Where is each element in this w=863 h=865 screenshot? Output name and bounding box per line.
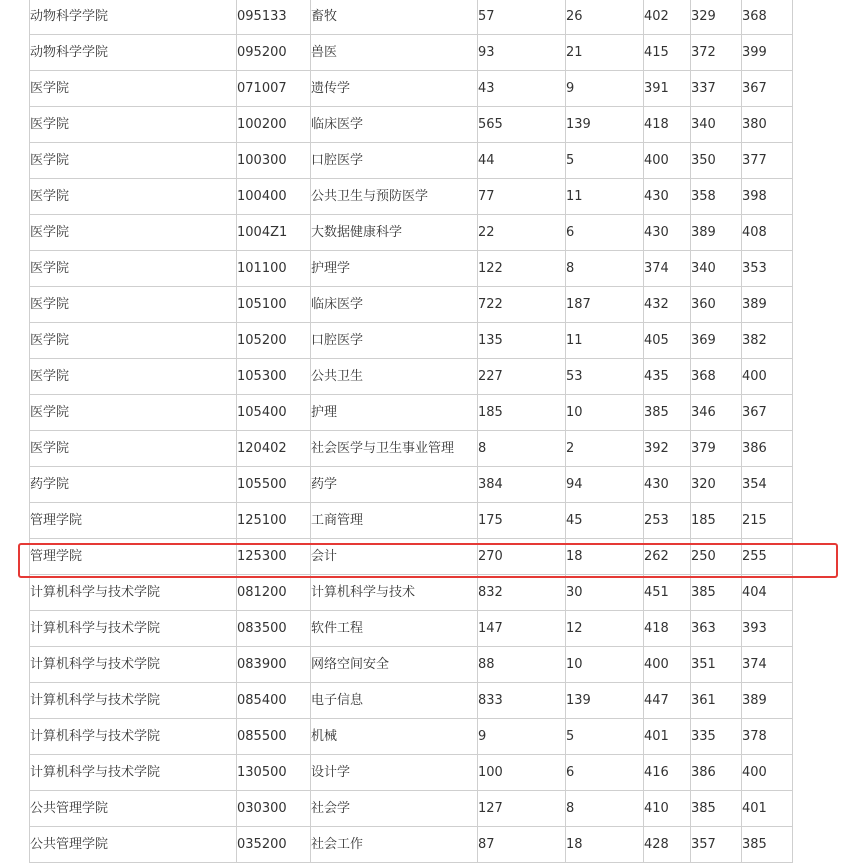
table-row [30,647,793,683]
applicants-cell: 227 [478,359,566,395]
applicants-cell: 384 [478,467,566,503]
table-row [30,467,793,503]
major-code-cell: 1004Z1 [237,215,311,251]
major-code-cell: 095133 [237,0,311,35]
table-row [30,791,793,827]
admitted-cell: 45 [566,503,644,539]
admitted-cell: 53 [566,359,644,395]
avg-score-cell: 368 [742,0,793,35]
table-row [30,683,793,719]
applicants-cell: 185 [478,395,566,431]
major-code-cell: 105100 [237,287,311,323]
admitted-cell: 8 [566,251,644,287]
avg-score-cell: 398 [742,179,793,215]
college-cell: 医学院 [30,71,237,107]
avg-score-cell: 374 [742,647,793,683]
applicants-cell: 100 [478,755,566,791]
major-code-cell: 095200 [237,35,311,71]
avg-score-cell: 382 [742,323,793,359]
table-row [30,0,793,35]
applicants-cell: 57 [478,0,566,35]
min-score-cell: 357 [691,827,742,863]
major-name-cell: 遗传学 [311,71,478,107]
min-score-cell: 389 [691,215,742,251]
college-cell: 医学院 [30,179,237,215]
college-cell: 医学院 [30,251,237,287]
max-score-cell: 262 [644,539,691,575]
max-score-cell: 401 [644,719,691,755]
major-name-cell: 兽医 [311,35,478,71]
major-code-cell: 081200 [237,575,311,611]
max-score-cell: 418 [644,107,691,143]
applicants-cell: 22 [478,215,566,251]
admitted-cell: 139 [566,683,644,719]
major-name-cell: 计算机科学与技术 [311,575,478,611]
major-name-cell: 会计 [311,539,478,575]
table-row [30,611,793,647]
major-name-cell: 口腔医学 [311,143,478,179]
college-cell: 医学院 [30,215,237,251]
admitted-cell: 6 [566,215,644,251]
major-name-cell: 临床医学 [311,107,478,143]
applicants-cell: 8 [478,431,566,467]
major-name-cell: 畜牧 [311,0,478,35]
major-code-cell: 125100 [237,503,311,539]
major-code-cell: 105500 [237,467,311,503]
avg-score-cell: 386 [742,431,793,467]
avg-score-cell: 400 [742,359,793,395]
min-score-cell: 369 [691,323,742,359]
min-score-cell: 386 [691,755,742,791]
max-score-cell: 430 [644,179,691,215]
avg-score-cell: 385 [742,827,793,863]
max-score-cell: 418 [644,611,691,647]
admitted-cell: 18 [566,539,644,575]
max-score-cell: 430 [644,215,691,251]
major-name-cell: 社会学 [311,791,478,827]
major-name-cell: 护理 [311,395,478,431]
min-score-cell: 385 [691,575,742,611]
min-score-cell: 379 [691,431,742,467]
college-cell: 医学院 [30,107,237,143]
major-code-cell: 130500 [237,755,311,791]
applicants-cell: 44 [478,143,566,179]
avg-score-cell: 367 [742,71,793,107]
college-cell: 公共管理学院 [30,791,237,827]
major-code-cell: 085500 [237,719,311,755]
avg-score-cell: 353 [742,251,793,287]
min-score-cell: 250 [691,539,742,575]
avg-score-cell: 215 [742,503,793,539]
admitted-cell: 94 [566,467,644,503]
college-cell: 计算机科学与技术学院 [30,719,237,755]
major-name-cell: 药学 [311,467,478,503]
avg-score-cell: 408 [742,215,793,251]
major-name-cell: 软件工程 [311,611,478,647]
applicants-cell: 833 [478,683,566,719]
max-score-cell: 430 [644,467,691,503]
admitted-cell: 12 [566,611,644,647]
min-score-cell: 351 [691,647,742,683]
table-row [30,215,793,251]
admitted-cell: 26 [566,0,644,35]
min-score-cell: 363 [691,611,742,647]
admitted-cell: 21 [566,35,644,71]
major-code-cell: 083900 [237,647,311,683]
major-name-cell: 网络空间安全 [311,647,478,683]
table-row [30,719,793,755]
major-code-cell: 105300 [237,359,311,395]
max-score-cell: 451 [644,575,691,611]
major-code-cell: 105200 [237,323,311,359]
min-score-cell: 385 [691,791,742,827]
avg-score-cell: 389 [742,683,793,719]
admitted-cell: 30 [566,575,644,611]
min-score-cell: 335 [691,719,742,755]
max-score-cell: 447 [644,683,691,719]
max-score-cell: 400 [644,143,691,179]
max-score-cell: 400 [644,647,691,683]
table-row [30,35,793,71]
table-row-highlighted [30,539,793,575]
table-row [30,71,793,107]
max-score-cell: 432 [644,287,691,323]
major-code-cell: 101100 [237,251,311,287]
avg-score-cell: 401 [742,791,793,827]
avg-score-cell: 367 [742,395,793,431]
college-cell: 动物科学学院 [30,35,237,71]
college-cell: 药学院 [30,467,237,503]
college-cell: 管理学院 [30,539,237,575]
min-score-cell: 329 [691,0,742,35]
max-score-cell: 374 [644,251,691,287]
major-code-cell: 105400 [237,395,311,431]
max-score-cell: 410 [644,791,691,827]
admitted-cell: 187 [566,287,644,323]
major-code-cell: 030300 [237,791,311,827]
admitted-cell: 9 [566,71,644,107]
admission-table-container [29,0,793,863]
avg-score-cell: 389 [742,287,793,323]
major-name-cell: 公共卫生与预防医学 [311,179,478,215]
avg-score-cell: 400 [742,755,793,791]
major-code-cell: 071007 [237,71,311,107]
min-score-cell: 346 [691,395,742,431]
major-code-cell: 085400 [237,683,311,719]
table-row [30,179,793,215]
admitted-cell: 5 [566,719,644,755]
max-score-cell: 392 [644,431,691,467]
admitted-cell: 11 [566,179,644,215]
applicants-cell: 832 [478,575,566,611]
college-cell: 计算机科学与技术学院 [30,575,237,611]
applicants-cell: 43 [478,71,566,107]
min-score-cell: 361 [691,683,742,719]
applicants-cell: 127 [478,791,566,827]
applicants-cell: 122 [478,251,566,287]
major-name-cell: 临床医学 [311,287,478,323]
college-cell: 计算机科学与技术学院 [30,647,237,683]
table-body [30,0,793,863]
college-cell: 计算机科学与技术学院 [30,755,237,791]
college-cell: 医学院 [30,143,237,179]
applicants-cell: 77 [478,179,566,215]
avg-score-cell: 399 [742,35,793,71]
applicants-cell: 9 [478,719,566,755]
table-row [30,395,793,431]
major-name-cell: 口腔医学 [311,323,478,359]
avg-score-cell: 354 [742,467,793,503]
major-code-cell: 035200 [237,827,311,863]
admitted-cell: 139 [566,107,644,143]
table-row [30,827,793,863]
major-code-cell: 100300 [237,143,311,179]
major-name-cell: 机械 [311,719,478,755]
table-row [30,755,793,791]
admitted-cell: 8 [566,791,644,827]
applicants-cell: 722 [478,287,566,323]
major-name-cell: 社会工作 [311,827,478,863]
major-code-cell: 120402 [237,431,311,467]
max-score-cell: 435 [644,359,691,395]
avg-score-cell: 393 [742,611,793,647]
avg-score-cell: 377 [742,143,793,179]
major-name-cell: 社会医学与卫生事业管理 [311,431,478,467]
table-row [30,503,793,539]
major-name-cell: 大数据健康科学 [311,215,478,251]
major-code-cell: 100400 [237,179,311,215]
admission-score-table [29,0,793,863]
major-name-cell: 设计学 [311,755,478,791]
max-score-cell: 415 [644,35,691,71]
admitted-cell: 11 [566,323,644,359]
admitted-cell: 18 [566,827,644,863]
admitted-cell: 2 [566,431,644,467]
major-name-cell: 护理学 [311,251,478,287]
applicants-cell: 565 [478,107,566,143]
college-cell: 医学院 [30,395,237,431]
college-cell: 计算机科学与技术学院 [30,683,237,719]
college-cell: 医学院 [30,431,237,467]
min-score-cell: 340 [691,251,742,287]
applicants-cell: 87 [478,827,566,863]
table-row [30,359,793,395]
max-score-cell: 428 [644,827,691,863]
min-score-cell: 320 [691,467,742,503]
major-name-cell: 工商管理 [311,503,478,539]
table-row [30,143,793,179]
admitted-cell: 10 [566,395,644,431]
admitted-cell: 5 [566,143,644,179]
college-cell: 计算机科学与技术学院 [30,611,237,647]
avg-score-cell: 404 [742,575,793,611]
min-score-cell: 368 [691,359,742,395]
table-row [30,251,793,287]
table-row [30,431,793,467]
max-score-cell: 253 [644,503,691,539]
table-row [30,575,793,611]
avg-score-cell: 378 [742,719,793,755]
applicants-cell: 88 [478,647,566,683]
min-score-cell: 350 [691,143,742,179]
major-name-cell: 电子信息 [311,683,478,719]
min-score-cell: 340 [691,107,742,143]
college-cell: 动物科学学院 [30,0,237,35]
max-score-cell: 416 [644,755,691,791]
applicants-cell: 135 [478,323,566,359]
max-score-cell: 385 [644,395,691,431]
max-score-cell: 391 [644,71,691,107]
college-cell: 公共管理学院 [30,827,237,863]
college-cell: 医学院 [30,287,237,323]
min-score-cell: 360 [691,287,742,323]
table-row [30,287,793,323]
college-cell: 管理学院 [30,503,237,539]
applicants-cell: 147 [478,611,566,647]
college-cell: 医学院 [30,359,237,395]
major-code-cell: 125300 [237,539,311,575]
min-score-cell: 358 [691,179,742,215]
admitted-cell: 10 [566,647,644,683]
max-score-cell: 402 [644,0,691,35]
table-row [30,107,793,143]
major-code-cell: 100200 [237,107,311,143]
table-row [30,323,793,359]
major-name-cell: 公共卫生 [311,359,478,395]
max-score-cell: 405 [644,323,691,359]
avg-score-cell: 255 [742,539,793,575]
admitted-cell: 6 [566,755,644,791]
avg-score-cell: 380 [742,107,793,143]
major-code-cell: 083500 [237,611,311,647]
min-score-cell: 372 [691,35,742,71]
min-score-cell: 337 [691,71,742,107]
applicants-cell: 175 [478,503,566,539]
applicants-cell: 270 [478,539,566,575]
min-score-cell: 185 [691,503,742,539]
applicants-cell: 93 [478,35,566,71]
college-cell: 医学院 [30,323,237,359]
